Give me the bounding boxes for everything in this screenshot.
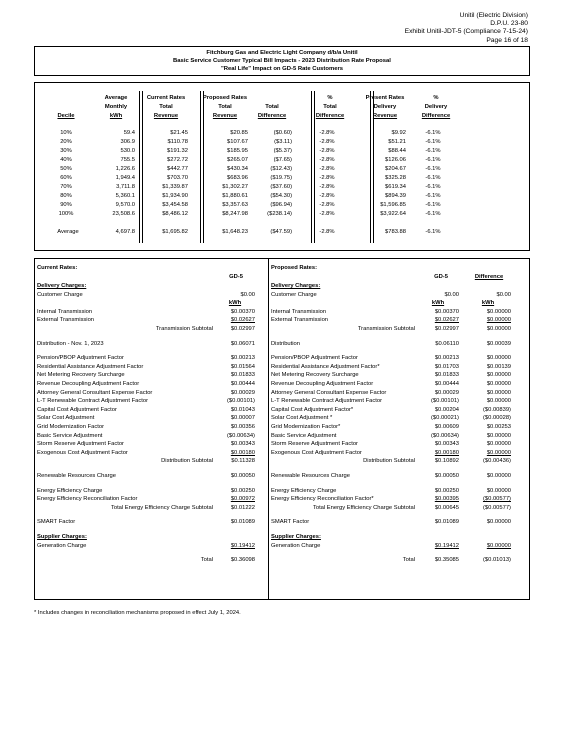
proposed-rate-value: $0.00 bbox=[444, 291, 459, 298]
table-cell: $703.70 bbox=[167, 175, 188, 181]
table-cell: $21.45 bbox=[170, 130, 188, 136]
table-cell: 30% bbox=[60, 148, 72, 154]
proposed-rate-value: $0.00370 bbox=[434, 308, 459, 315]
title-line-1: Fitchburg Gas and Electric Light Company d/b/a Unitil bbox=[206, 50, 358, 56]
current-rate-value: $0.06071 bbox=[230, 340, 255, 347]
table-cell: 1,226.6 bbox=[115, 166, 135, 172]
table-cell: $430.34 bbox=[227, 166, 248, 172]
proposed-rate-value: $0.00250 bbox=[434, 487, 459, 494]
rate-difference-value: $0.00000 bbox=[486, 473, 511, 479]
table-cell: 23,508.6 bbox=[112, 211, 135, 217]
table-cell: ($54.30) bbox=[270, 193, 292, 199]
column-header: Total bbox=[323, 104, 337, 110]
proposed-rate-value: ($0.00021) bbox=[430, 415, 459, 422]
column-header: Current Rates bbox=[146, 95, 186, 101]
table-cell: $265.07 bbox=[227, 157, 248, 163]
proposed-rate-label: Total Energy Efficiency Charge Subtotal bbox=[312, 504, 415, 511]
rate-difference-value: $0.00000 bbox=[486, 542, 511, 549]
current-rate-label: Capital Cost Adjustment Factor bbox=[37, 406, 117, 413]
proposed-rate-value: $0.02997 bbox=[434, 326, 459, 332]
rate-difference-value: $0.00000 bbox=[486, 372, 511, 379]
current-rate-value: $0.00 bbox=[240, 291, 255, 298]
center-divider bbox=[268, 259, 269, 599]
current-rate-label: Energy Efficiency Charge bbox=[37, 487, 103, 494]
current-rate-value: $0.00343 bbox=[230, 441, 255, 448]
current-rate-value: ($0.00101) bbox=[226, 398, 255, 405]
table-cell: $8,486.12 bbox=[162, 211, 188, 217]
table-cell: $185.95 bbox=[227, 148, 248, 154]
table-cell: $51.21 bbox=[388, 139, 406, 145]
current-rate-label: Internal Transmission bbox=[37, 308, 93, 315]
column-header: Difference bbox=[421, 113, 451, 119]
table-cell: -2.8% bbox=[319, 157, 335, 163]
table-cell: 70% bbox=[60, 184, 72, 190]
table-cell: ($96.94) bbox=[270, 202, 292, 208]
current-rate-label: Attorney General Consultant Expense Factor bbox=[37, 389, 153, 396]
table-cell: $9.92 bbox=[391, 130, 406, 136]
rate-difference-value: $0.00039 bbox=[486, 340, 511, 347]
current-rate-value: $0.01043 bbox=[230, 406, 255, 413]
current-rate-value: $0.00250 bbox=[230, 487, 255, 494]
table-cell: $204.67 bbox=[385, 166, 406, 172]
current-rate-label: Energy Efficiency Reconciliation Factor bbox=[37, 496, 138, 503]
rate-difference-value: ($0.00577) bbox=[482, 504, 511, 511]
column-header: Revenue bbox=[153, 113, 179, 119]
column-header: Total bbox=[218, 104, 232, 110]
current-rate-value: $0.01222 bbox=[230, 504, 255, 511]
rate-difference-value: $0.00000 bbox=[486, 389, 511, 396]
table-cell: ($12.43) bbox=[270, 166, 292, 172]
average-cell: Average bbox=[57, 229, 79, 235]
rate-difference-value: $0.00000 bbox=[486, 432, 511, 439]
average-cell: $783.88 bbox=[385, 229, 406, 235]
current-rate-value: $0.00180 bbox=[230, 449, 255, 456]
rate-difference-value: $0.00000 bbox=[486, 449, 511, 456]
table-cell: $442.77 bbox=[167, 166, 188, 172]
current-rate-label: Delivery Charges: bbox=[37, 283, 87, 289]
table-cell: $325.28 bbox=[385, 175, 406, 181]
current-rate-label: Renewable Resources Charge bbox=[37, 473, 116, 479]
table-cell: 9,570.0 bbox=[115, 202, 135, 208]
current-rate-value: $0.02997 bbox=[230, 326, 255, 332]
header-line-4: Page 16 of 18 bbox=[486, 36, 528, 44]
table-cell: 530.0 bbox=[120, 148, 135, 154]
proposed-rate-value: $0.02627 bbox=[434, 317, 459, 324]
current-rate-value: $0.01833 bbox=[230, 372, 255, 379]
current-rate-value: $0.00444 bbox=[230, 381, 255, 387]
table-cell: $683.96 bbox=[227, 175, 248, 181]
current-rate-label: Residential Assistance Adjustment Factor bbox=[37, 363, 144, 370]
proposed-rate-label: Generation Charge bbox=[271, 542, 321, 549]
table-cell: ($37.60) bbox=[270, 184, 292, 190]
rate-difference-value: kWh bbox=[481, 300, 495, 307]
proposed-rate-label: Energy Efficiency Charge bbox=[271, 487, 337, 494]
table-cell: -6.1% bbox=[425, 193, 441, 199]
table-cell: $20.85 bbox=[230, 130, 248, 136]
proposed-rate-label: External Transmission bbox=[271, 317, 329, 324]
table-cell: 1,949.4 bbox=[115, 175, 135, 181]
proposed-rate-label: Pension/PBOP Adjustment Factor bbox=[271, 355, 358, 362]
current-rate-label: Distribution - Nov. 1, 2023 bbox=[37, 340, 104, 347]
rate-difference-value: $0.00000 bbox=[486, 381, 511, 387]
proposed-rate-label: Customer Charge bbox=[271, 291, 317, 298]
proposed-rate-label: Capital Cost Adjustment Factor* bbox=[271, 406, 354, 413]
table-cell: $1,302.27 bbox=[222, 184, 248, 190]
current-rate-label: Generation Charge bbox=[37, 542, 87, 549]
column-header: Monthly bbox=[104, 104, 128, 110]
current-rate-label: Pension/PBOP Adjustment Factor bbox=[37, 355, 124, 362]
table-cell: -2.8% bbox=[319, 148, 335, 154]
current-rate-value: $0.19412 bbox=[230, 542, 255, 549]
table-cell: 20% bbox=[60, 139, 72, 145]
column-header: Total bbox=[159, 104, 173, 110]
title-line-2: Basic Service Customer Typical Bill Impacts - 2023 Distribution Rate Proposal bbox=[173, 58, 391, 64]
table-cell: ($19.75) bbox=[270, 175, 292, 181]
table-cell: -6.1% bbox=[425, 184, 441, 190]
rate-difference-value: ($0.00839) bbox=[482, 406, 511, 413]
current-rate-label: Distribution Subtotal bbox=[161, 458, 213, 465]
column-header: Delivery bbox=[424, 104, 448, 110]
current-rate-label: SMART Factor bbox=[37, 519, 76, 526]
current-rate-label: Solar Cost Adjustment bbox=[37, 415, 95, 422]
column-header: Delivery bbox=[373, 104, 397, 110]
table-cell: $272.72 bbox=[167, 157, 188, 163]
gd5-header-proposed: GD-5 bbox=[434, 274, 448, 280]
table-cell: 5,360.1 bbox=[115, 193, 135, 199]
current-rate-label: Total bbox=[200, 557, 213, 564]
average-cell: $1,648.23 bbox=[222, 229, 248, 235]
rate-difference-value: $0.00253 bbox=[486, 424, 511, 430]
current-rate-value: kWh bbox=[228, 300, 242, 307]
current-rate-value: $0.00007 bbox=[230, 415, 255, 422]
proposed-rate-value: $0.00204 bbox=[434, 406, 459, 413]
title-line-3: "Real Life" Impact on GD-5 Rate Customers bbox=[220, 66, 344, 72]
proposed-rate-value: $0.00645 bbox=[434, 504, 459, 511]
proposed-rate-label: Attorney General Consultant Expense Factor bbox=[271, 389, 387, 396]
proposed-rate-value: $0.10892 bbox=[434, 458, 459, 465]
table-cell: $1,934.90 bbox=[162, 193, 188, 199]
proposed-rate-label: Basic Service Adjustment bbox=[271, 432, 337, 439]
average-cell: -2.8% bbox=[319, 229, 335, 235]
rate-difference-value: $0.00000 bbox=[486, 317, 511, 324]
proposed-rate-label: Storm Reserve Adjustment Factor bbox=[271, 441, 358, 448]
current-rate-value: $0.01564 bbox=[230, 363, 255, 370]
proposed-rate-label: Grid Modernization Factor* bbox=[271, 424, 341, 430]
table-cell: -2.8% bbox=[319, 184, 335, 190]
document-header bbox=[405, 12, 528, 45]
table-cell: -2.8% bbox=[319, 139, 335, 145]
table-cell: -6.1% bbox=[425, 166, 441, 172]
table-cell: $126.06 bbox=[385, 157, 406, 163]
current-rate-value: $0.00356 bbox=[230, 424, 255, 430]
header-line-3: Exhibit Unitil-JDT-5 (Compliance 7-15-24) bbox=[404, 28, 528, 36]
table-cell: -2.8% bbox=[319, 211, 335, 217]
rate-difference-value: $0.00000 bbox=[486, 326, 511, 332]
table-cell: -2.8% bbox=[319, 130, 335, 136]
proposed-rate-value: ($0.00101) bbox=[430, 398, 459, 405]
current-rate-label: External Transmission bbox=[37, 317, 95, 324]
proposed-rate-label: Transmission Subtotal bbox=[357, 326, 415, 332]
table-cell: ($238.14) bbox=[267, 211, 292, 217]
table-cell: -6.1% bbox=[425, 211, 441, 217]
proposed-rate-label: Delivery Charges: bbox=[271, 283, 321, 289]
rate-difference-value: ($0.00577) bbox=[482, 496, 511, 503]
table-cell: -6.1% bbox=[425, 157, 441, 163]
column-header: Decile bbox=[57, 113, 75, 119]
current-rate-label: Customer Charge bbox=[37, 291, 83, 298]
column-header: kWh bbox=[109, 113, 123, 119]
column-header: Present Rates bbox=[365, 95, 405, 101]
proposed-rate-label: Solar Cost Adjustment * bbox=[271, 415, 333, 422]
proposed-rate-label: Revenue Decoupling Adjustment Factor bbox=[271, 381, 374, 387]
proposed-rate-label: Energy Efficiency Reconciliation Factor* bbox=[271, 496, 374, 503]
proposed-rate-value: $0.01833 bbox=[434, 372, 459, 379]
rate-comparison-table bbox=[34, 258, 530, 600]
table-cell: $1,596.85 bbox=[380, 202, 406, 208]
current-rate-label: Supplier Charges: bbox=[37, 534, 87, 540]
proposed-rate-label: Distribution bbox=[271, 340, 300, 347]
proposed-rate-value: $0.00343 bbox=[434, 441, 459, 448]
current-rate-label: Storm Reserve Adjustment Factor bbox=[37, 441, 124, 448]
current-rate-label: Exogenous Cost Adjustment Factor bbox=[37, 449, 128, 456]
rate-difference-value: $0.00000 bbox=[486, 308, 511, 315]
table-cell: 40% bbox=[60, 157, 72, 163]
column-header: % bbox=[433, 95, 439, 101]
table-cell: -6.1% bbox=[425, 139, 441, 145]
table-cell: $619.34 bbox=[385, 184, 406, 190]
table-cell: $3,454.58 bbox=[162, 202, 188, 208]
proposed-rate-label: Total bbox=[402, 557, 415, 564]
proposed-rate-label: Net Metering Recovery Surcharge bbox=[271, 372, 359, 379]
proposed-rate-label: L-T Renewable Contract Adjustment Factor bbox=[271, 398, 383, 405]
table-cell: 60% bbox=[60, 175, 72, 181]
rate-difference-value: $0.00000 bbox=[486, 487, 511, 494]
current-rate-label: Grid Modernization Factor bbox=[37, 424, 105, 430]
table-cell: ($0.60) bbox=[273, 130, 292, 136]
current-rate-label: L-T Renewable Contract Adjustment Factor bbox=[37, 398, 149, 405]
proposed-rates-title: Proposed Rates: bbox=[271, 265, 318, 271]
average-cell: 4,697.8 bbox=[115, 229, 135, 235]
proposed-rate-value: $0.00050 bbox=[434, 473, 459, 479]
table-cell: $110.78 bbox=[167, 139, 188, 145]
average-cell: ($47.59) bbox=[270, 229, 292, 235]
rate-difference-value: ($0.00436) bbox=[482, 458, 511, 465]
column-header: % bbox=[327, 95, 333, 101]
current-rate-value: ($0.00634) bbox=[226, 432, 255, 439]
proposed-rate-value: $0.06110 bbox=[435, 340, 459, 347]
current-rate-value: $0.00972 bbox=[230, 496, 255, 503]
proposed-rate-value: $0.35085 bbox=[434, 557, 459, 564]
column-header: Total bbox=[265, 104, 279, 110]
table-cell: $191.32 bbox=[167, 148, 188, 154]
column-header: Average bbox=[104, 95, 128, 101]
proposed-rate-value: $0.00029 bbox=[434, 389, 459, 396]
table-cell: ($3.11) bbox=[274, 139, 292, 145]
average-cell: -6.1% bbox=[425, 229, 441, 235]
current-rate-value: $0.00213 bbox=[230, 355, 255, 362]
current-rate-value: $0.02627 bbox=[230, 317, 255, 324]
proposed-rate-value: ($0.00634) bbox=[430, 432, 459, 439]
proposed-rate-label: Supplier Charges: bbox=[271, 534, 321, 540]
rate-difference-value: $0.00 bbox=[496, 291, 511, 298]
rate-difference-value: $0.00000 bbox=[486, 355, 511, 362]
table-cell: 100% bbox=[58, 211, 74, 217]
current-rate-value: $0.00050 bbox=[230, 473, 255, 479]
table-cell: 80% bbox=[60, 193, 72, 199]
proposed-rate-label: Renewable Resources Charge bbox=[271, 473, 350, 479]
current-rates-title: Current Rates: bbox=[37, 265, 78, 271]
table-cell: -2.8% bbox=[319, 202, 335, 208]
header-line-1: Unitil (Electric Division) bbox=[459, 12, 528, 19]
table-cell: -6.1% bbox=[425, 202, 441, 208]
header-line-2: D.P.U. 23-80 bbox=[490, 20, 528, 28]
rate-difference-value: $0.00139 bbox=[486, 363, 511, 370]
table-cell: -6.1% bbox=[425, 175, 441, 181]
table-cell: $107.67 bbox=[227, 139, 248, 145]
table-cell: $1,880.61 bbox=[222, 193, 248, 199]
current-rate-value: $0.01089 bbox=[230, 519, 255, 526]
table-cell: 306.9 bbox=[120, 139, 135, 145]
table-cell: $3,922.64 bbox=[380, 211, 406, 217]
current-rate-label: Revenue Decoupling Adjustment Factor bbox=[37, 381, 140, 387]
table-cell: $3,357.63 bbox=[222, 202, 248, 208]
column-header: Proposed Rates bbox=[202, 95, 248, 101]
footnote: * Includes changes in reconciliation mechanisms proposed in effect July 1, 2024. bbox=[34, 610, 241, 616]
table-cell: 59.4 bbox=[123, 130, 135, 136]
current-rate-label: Net Metering Recovery Surcharge bbox=[37, 372, 125, 379]
gd5-header-current: GD-5 bbox=[229, 274, 243, 280]
rate-difference-value: ($0.00028) bbox=[482, 415, 511, 422]
table-cell: -6.1% bbox=[425, 148, 441, 154]
column-header: Difference bbox=[257, 113, 287, 119]
table-cell: -2.8% bbox=[319, 175, 335, 181]
current-rate-label: Basic Service Adjustment bbox=[37, 432, 103, 439]
table-cell: ($5.37) bbox=[273, 148, 292, 154]
table-cell: 50% bbox=[60, 166, 72, 172]
proposed-rate-label: Internal Transmission bbox=[271, 308, 327, 315]
table-cell: 90% bbox=[60, 202, 72, 208]
column-header: Revenue bbox=[372, 113, 398, 119]
proposed-rate-value: kWh bbox=[431, 300, 445, 307]
current-rate-value: $0.11328 bbox=[231, 458, 255, 465]
difference-header: Difference bbox=[474, 274, 504, 280]
current-rate-label: Transmission Subtotal bbox=[155, 326, 213, 332]
table-cell: 755.5 bbox=[120, 157, 135, 163]
table-cell: -2.8% bbox=[319, 193, 335, 199]
proposed-rate-value: $0.00395 bbox=[434, 496, 459, 503]
proposed-rate-label: SMART Factor bbox=[271, 519, 310, 526]
column-header: Revenue bbox=[212, 113, 238, 119]
proposed-rate-value: $0.01089 bbox=[434, 519, 459, 526]
rate-difference-value: $0.00000 bbox=[486, 398, 511, 405]
current-rate-value: $0.36098 bbox=[230, 557, 255, 564]
rate-difference-value: ($0.01013) bbox=[482, 557, 511, 564]
table-cell: ($7.65) bbox=[273, 157, 292, 163]
rate-difference-value: $0.00000 bbox=[486, 519, 511, 526]
current-rate-label: Total Energy Efficiency Charge Subtotal bbox=[110, 504, 213, 511]
table-cell: $8,247.98 bbox=[222, 211, 248, 217]
bill-impact-table bbox=[34, 82, 530, 251]
proposed-rate-label: Distribution Subtotal bbox=[363, 458, 415, 465]
table-cell: 3,711.8 bbox=[116, 184, 135, 190]
table-cell: $1,339.87 bbox=[162, 184, 188, 190]
table-cell: 10% bbox=[60, 130, 72, 136]
column-header: Difference bbox=[315, 113, 345, 119]
rate-difference-value: $0.00000 bbox=[486, 441, 511, 448]
average-cell: $1,695.82 bbox=[162, 229, 188, 235]
current-rate-value: $0.00029 bbox=[230, 389, 255, 396]
proposed-rate-value: $0.00180 bbox=[434, 449, 459, 456]
proposed-rate-value: $0.00609 bbox=[434, 424, 459, 430]
proposed-rate-value: $0.00213 bbox=[434, 355, 459, 362]
table-cell: -6.1% bbox=[425, 130, 441, 136]
table-cell: -2.8% bbox=[319, 166, 335, 172]
proposed-rate-value: $0.01703 bbox=[434, 363, 459, 370]
proposed-rate-value: $0.19412 bbox=[434, 542, 459, 549]
proposed-rate-value: $0.00444 bbox=[434, 381, 459, 387]
current-rate-value: $0.00370 bbox=[230, 308, 255, 315]
table-cell: $894.39 bbox=[385, 193, 406, 199]
proposed-rate-label: Residential Assistance Adjustment Factor* bbox=[271, 363, 380, 370]
proposed-rate-label: Exogenous Cost Adjustment Factor bbox=[271, 449, 362, 456]
title-box bbox=[34, 46, 530, 76]
table-cell: $88.44 bbox=[388, 148, 406, 154]
